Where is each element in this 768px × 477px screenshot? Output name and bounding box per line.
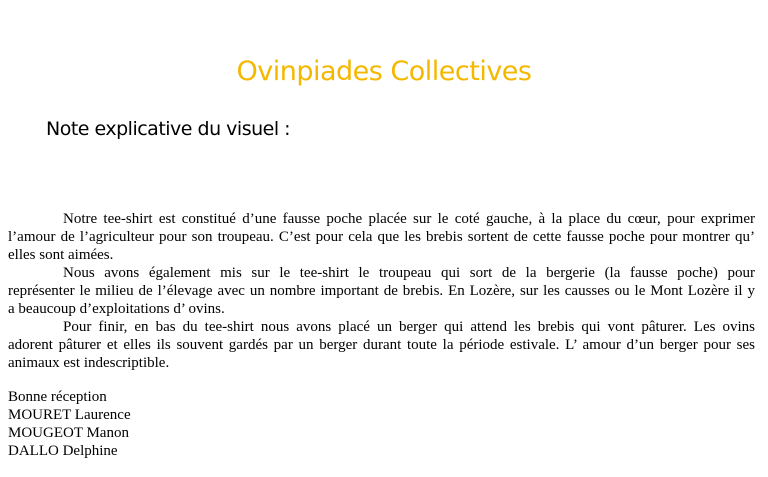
signatory: DALLO Delphine xyxy=(8,443,118,459)
text-line: représenter le milieu de l’élevage avec un nombre important de brebis. En Lozère, sur les causses ou le Mont Lozère il y xyxy=(8,283,755,299)
section-subtitle: Note explicative du visuel : xyxy=(46,118,291,140)
paragraph xyxy=(8,210,755,264)
body-text xyxy=(8,210,755,372)
document-title: Ovinpiades Collectives xyxy=(236,56,532,87)
paragraph xyxy=(8,264,755,318)
text-line: Pour finir, en bas du tee-shirt nous avons placé un berger qui attend les brebis qui vont pâturer. Les ovins xyxy=(63,319,755,335)
text-line: Nous avons également mis sur le tee-shirt le troupeau qui sort de la bergerie (la fausse poche) pour xyxy=(63,265,755,281)
text-line: elles sont aimées. xyxy=(8,247,114,263)
text-line: Notre tee-shirt est constitué d’une fausse poche placée sur le coté gauche, à la place du cœur, pour exprimer xyxy=(63,211,755,227)
text-line: animaux est indescriptible. xyxy=(8,355,170,371)
paragraph xyxy=(8,318,755,372)
closing-line: Bonne réception xyxy=(8,389,107,405)
signatory: MOURET Laurence xyxy=(8,407,131,423)
text-line: l’amour de l’agriculteur pour son troupeau. C’est pour cela que les brebis sortent de cette fausse poche pour montrer qu’ xyxy=(8,229,755,245)
text-line: adorent pâturer et elles ils souvent gardés par un berger durant toute la période estivale. L’ amour d’un berger pour ses xyxy=(8,337,755,353)
text-line: a beaucoup d’exploitations d’ ovins. xyxy=(8,301,225,317)
signatory: MOUGEOT Manon xyxy=(8,425,129,441)
signature-block xyxy=(8,388,131,460)
